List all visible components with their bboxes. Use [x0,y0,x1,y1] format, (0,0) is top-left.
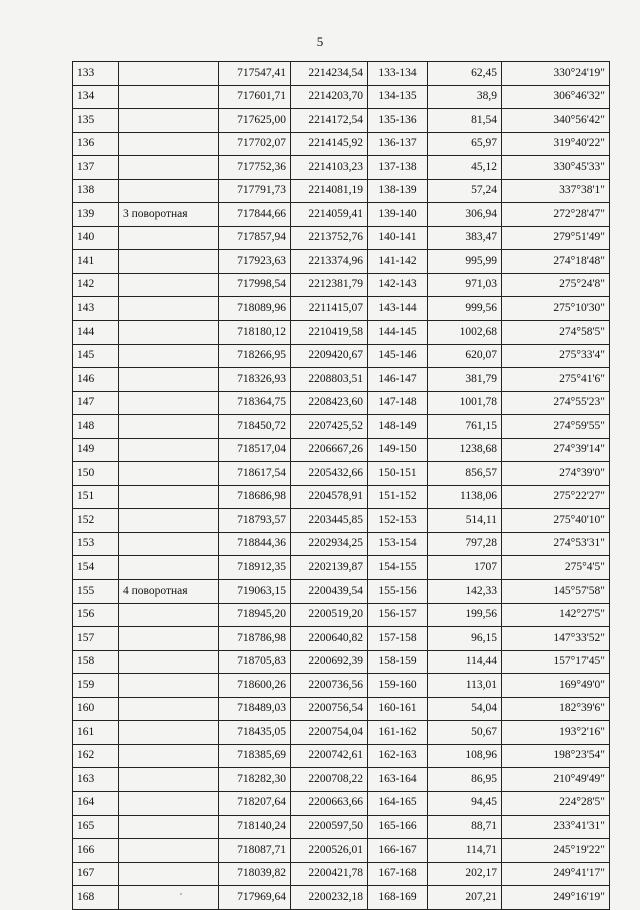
coordinate-y-cell: 2214103,23 [291,156,368,180]
direction-angle-cell: 274°55'23" [502,391,610,415]
segment-id-cell: 160-161 [368,697,428,721]
coordinate-x-cell: 718087,71 [219,839,291,863]
segment-length-cell: 57,24 [428,179,502,203]
coordinate-x-cell: 718945,20 [219,603,291,627]
table-row [73,768,610,792]
table-row [73,85,610,109]
direction-angle-cell: 145°57'58" [502,580,610,604]
coordinate-y-cell: 2205432,66 [291,462,368,486]
coordinate-x-cell: 718435,05 [219,721,291,745]
segment-id-cell: 144-145 [368,321,428,345]
direction-angle-cell: 169°49'0" [502,674,610,698]
coordinate-x-cell: 718089,96 [219,297,291,321]
table-row [73,721,610,745]
direction-angle-cell: 249°16'19" [502,886,610,910]
coordinate-x-cell: 717752,36 [219,156,291,180]
table-row [73,674,610,698]
table-row [73,697,610,721]
segment-id-cell: 164-165 [368,791,428,815]
segment-length-cell: 108,96 [428,744,502,768]
table-row [73,556,610,580]
point-name-cell [119,509,219,533]
point-number-cell: 163 [73,768,119,792]
table-row [73,156,610,180]
point-number-cell: 143 [73,297,119,321]
table-row [73,627,610,651]
point-number-cell: 160 [73,697,119,721]
segment-id-cell: 151-152 [368,485,428,509]
point-name-cell [119,344,219,368]
point-number-cell: 166 [73,839,119,863]
point-name-cell [119,674,219,698]
segment-length-cell: 94,45 [428,791,502,815]
segment-length-cell: 1138,06 [428,485,502,509]
table-row [73,250,610,274]
direction-angle-cell: 182°39'6" [502,697,610,721]
point-name-cell [119,532,219,556]
coordinate-x-cell: 718180,12 [219,321,291,345]
point-number-cell: 155 [73,580,119,604]
table-row [73,62,610,86]
point-name-cell [119,485,219,509]
point-number-cell: 149 [73,438,119,462]
coordinate-x-cell: 718786,98 [219,627,291,651]
direction-angle-cell: 210°49'49" [502,768,610,792]
segment-length-cell: 971,03 [428,273,502,297]
point-name-cell [119,226,219,250]
point-number-cell: 141 [73,250,119,274]
segment-id-cell: 135-136 [368,109,428,133]
point-name-cell: 3 поворотная [119,203,219,227]
coordinate-x-cell: 717702,07 [219,132,291,156]
segment-length-cell: 514,11 [428,509,502,533]
coordinate-x-cell: 717857,94 [219,226,291,250]
point-name-cell [119,62,219,86]
segment-id-cell: 152-153 [368,509,428,533]
point-name-cell [119,462,219,486]
segment-id-cell: 146-147 [368,368,428,392]
point-name-cell [119,721,219,745]
direction-angle-cell: 275°4'5" [502,556,610,580]
segment-id-cell: 167-168 [368,862,428,886]
table-row [73,509,610,533]
point-number-cell: 162 [73,744,119,768]
segment-id-cell: 157-158 [368,627,428,651]
point-number-cell: 161 [73,721,119,745]
coordinate-y-cell: 2208803,51 [291,368,368,392]
table-row [73,391,610,415]
segment-id-cell: 140-141 [368,226,428,250]
segment-id-cell: 142-143 [368,273,428,297]
table-row [73,321,610,345]
coordinate-x-cell: 718282,30 [219,768,291,792]
point-number-cell: 142 [73,273,119,297]
point-name-cell [119,250,219,274]
segment-length-cell: 54,04 [428,697,502,721]
direction-angle-cell: 233°41'31" [502,815,610,839]
coordinate-y-cell: 2200663,66 [291,791,368,815]
segment-length-cell: 65,97 [428,132,502,156]
segment-id-cell: 150-151 [368,462,428,486]
table-row [73,485,610,509]
direction-angle-cell: 193°2'16" [502,721,610,745]
point-name-cell: 4 поворотная [119,580,219,604]
point-name-cell [119,862,219,886]
segment-length-cell: 1001,78 [428,391,502,415]
point-number-cell: 154 [73,556,119,580]
coordinate-y-cell: 2202139,87 [291,556,368,580]
segment-id-cell: 149-150 [368,438,428,462]
coordinate-x-cell: 718489,03 [219,697,291,721]
coordinate-x-cell: 717998,54 [219,273,291,297]
point-number-cell: 138 [73,179,119,203]
coordinate-y-cell: 2214145,92 [291,132,368,156]
point-name-cell [119,297,219,321]
segment-id-cell: 138-139 [368,179,428,203]
direction-angle-cell: 249°41'17" [502,862,610,886]
segment-id-cell: 147-148 [368,391,428,415]
segment-id-cell: 148-149 [368,415,428,439]
segment-id-cell: 153-154 [368,532,428,556]
segment-id-cell: 154-155 [368,556,428,580]
scan-artifact [180,893,182,895]
point-number-cell: 146 [73,368,119,392]
point-name-cell [119,556,219,580]
coordinate-y-cell: 2214203,70 [291,85,368,109]
point-number-cell: 148 [73,415,119,439]
point-number-cell: 152 [73,509,119,533]
point-name-cell [119,650,219,674]
point-number-cell: 153 [73,532,119,556]
point-name-cell [119,627,219,651]
point-name-cell [119,839,219,863]
segment-length-cell: 88,71 [428,815,502,839]
point-number-cell: 164 [73,791,119,815]
coordinate-x-cell: 718793,57 [219,509,291,533]
table-row [73,273,610,297]
point-name-cell [119,391,219,415]
table-row [73,344,610,368]
table-row [73,438,610,462]
point-number-cell: 137 [73,156,119,180]
segment-length-cell: 995,99 [428,250,502,274]
table-row [73,179,610,203]
point-name-cell [119,791,219,815]
segment-length-cell: 797,28 [428,532,502,556]
coordinate-x-cell: 718450,72 [219,415,291,439]
coordinate-x-cell: 717625,00 [219,109,291,133]
point-name-cell [119,886,219,910]
coordinate-y-cell: 2214234,54 [291,62,368,86]
table-row [73,791,610,815]
segment-length-cell: 856,57 [428,462,502,486]
coordinate-x-cell: 717601,71 [219,85,291,109]
point-name-cell [119,415,219,439]
table-row [73,203,610,227]
direction-angle-cell: 275°24'8" [502,273,610,297]
point-name-cell [119,744,219,768]
coordinate-x-cell: 717547,41 [219,62,291,86]
point-number-cell: 156 [73,603,119,627]
segment-length-cell: 207,21 [428,886,502,910]
point-number-cell: 151 [73,485,119,509]
segment-length-cell: 62,45 [428,62,502,86]
coordinate-y-cell: 2200526,01 [291,839,368,863]
point-name-cell [119,156,219,180]
coordinate-y-cell: 2212381,79 [291,273,368,297]
segment-id-cell: 141-142 [368,250,428,274]
segment-length-cell: 199,56 [428,603,502,627]
segment-id-cell: 156-157 [368,603,428,627]
coordinate-x-cell: 717923,63 [219,250,291,274]
coordinate-y-cell: 2210419,58 [291,321,368,345]
table-row [73,839,610,863]
segment-id-cell: 165-166 [368,815,428,839]
direction-angle-cell: 274°58'5" [502,321,610,345]
coordinate-y-cell: 2203445,85 [291,509,368,533]
direction-angle-cell: 330°24'19" [502,62,610,86]
segment-id-cell: 158-159 [368,650,428,674]
segment-length-cell: 761,15 [428,415,502,439]
point-number-cell: 150 [73,462,119,486]
direction-angle-cell: 142°27'5" [502,603,610,627]
coordinate-x-cell: 718600,26 [219,674,291,698]
table-row [73,226,610,250]
coordinate-x-cell: 718705,83 [219,650,291,674]
segment-length-cell: 113,01 [428,674,502,698]
point-name-cell [119,109,219,133]
segment-id-cell: 155-156 [368,580,428,604]
direction-angle-cell: 272°28'47" [502,203,610,227]
coordinate-y-cell: 2211415,07 [291,297,368,321]
direction-angle-cell: 306°46'32" [502,85,610,109]
direction-angle-cell: 275°41'6" [502,368,610,392]
coordinate-x-cell: 717844,66 [219,203,291,227]
point-name-cell [119,85,219,109]
coordinate-x-cell: 717791,73 [219,179,291,203]
coordinate-x-cell: 718039,82 [219,862,291,886]
segment-length-cell: 306,94 [428,203,502,227]
point-name-cell [119,768,219,792]
point-name-cell [119,438,219,462]
coordinate-y-cell: 2202934,25 [291,532,368,556]
direction-angle-cell: 319°40'22" [502,132,610,156]
segment-length-cell: 383,47 [428,226,502,250]
segment-length-cell: 96,15 [428,627,502,651]
point-number-cell: 159 [73,674,119,698]
segment-id-cell: 133-134 [368,62,428,86]
point-number-cell: 157 [73,627,119,651]
coordinate-y-cell: 2208423,60 [291,391,368,415]
table-row [73,109,610,133]
coordinates-table [72,61,610,910]
point-number-cell: 145 [73,344,119,368]
direction-angle-cell: 274°39'0" [502,462,610,486]
point-name-cell [119,321,219,345]
table-row [73,650,610,674]
segment-length-cell: 114,44 [428,650,502,674]
point-number-cell: 168 [73,886,119,910]
direction-angle-cell: 245°19'22" [502,839,610,863]
segment-id-cell: 136-137 [368,132,428,156]
segment-length-cell: 1707 [428,556,502,580]
direction-angle-cell: 275°40'10" [502,509,610,533]
coordinate-x-cell: 718326,93 [219,368,291,392]
direction-angle-cell: 337°38'1" [502,179,610,203]
point-name-cell [119,697,219,721]
direction-angle-cell: 275°22'27" [502,485,610,509]
segment-length-cell: 381,79 [428,368,502,392]
table-row [73,603,610,627]
point-number-cell: 158 [73,650,119,674]
segment-length-cell: 1002,68 [428,321,502,345]
table-row [73,532,610,556]
point-name-cell [119,273,219,297]
point-number-cell: 147 [73,391,119,415]
segment-length-cell: 202,17 [428,862,502,886]
table-row [73,297,610,321]
segment-id-cell: 163-164 [368,768,428,792]
point-name-cell [119,815,219,839]
segment-id-cell: 168-169 [368,886,428,910]
coordinate-y-cell: 2204578,91 [291,485,368,509]
coordinate-y-cell: 2200736,56 [291,674,368,698]
coordinate-y-cell: 2207425,52 [291,415,368,439]
point-name-cell [119,368,219,392]
table-row [73,815,610,839]
segment-id-cell: 161-162 [368,721,428,745]
table-row [73,462,610,486]
point-number-cell: 135 [73,109,119,133]
table-row [73,415,610,439]
segment-length-cell: 86,95 [428,768,502,792]
segment-length-cell: 45,12 [428,156,502,180]
coordinate-y-cell: 2214081,19 [291,179,368,203]
direction-angle-cell: 147°33'52" [502,627,610,651]
coordinate-y-cell: 2200754,04 [291,721,368,745]
direction-angle-cell: 274°59'55" [502,415,610,439]
segment-id-cell: 162-163 [368,744,428,768]
direction-angle-cell: 274°53'31" [502,532,610,556]
segment-length-cell: 81,54 [428,109,502,133]
direction-angle-cell: 330°45'33" [502,156,610,180]
point-number-cell: 136 [73,132,119,156]
coordinate-y-cell: 2200232,18 [291,886,368,910]
point-number-cell: 165 [73,815,119,839]
coordinate-x-cell: 718385,69 [219,744,291,768]
coordinate-y-cell: 2200708,22 [291,768,368,792]
segment-length-cell: 142,33 [428,580,502,604]
coordinate-y-cell: 2200742,61 [291,744,368,768]
segment-id-cell: 159-160 [368,674,428,698]
coordinate-y-cell: 2213374,96 [291,250,368,274]
coordinate-y-cell: 2200692,39 [291,650,368,674]
point-name-cell [119,179,219,203]
table-row [73,862,610,886]
coordinate-y-cell: 2200519,20 [291,603,368,627]
coordinate-y-cell: 2213752,76 [291,226,368,250]
coordinate-x-cell: 718617,54 [219,462,291,486]
segment-length-cell: 620,07 [428,344,502,368]
table-row [73,744,610,768]
coordinate-y-cell: 2200439,54 [291,580,368,604]
coordinate-x-cell: 718686,98 [219,485,291,509]
coordinate-y-cell: 2214059,41 [291,203,368,227]
segment-length-cell: 1238,68 [428,438,502,462]
point-name-cell [119,603,219,627]
table-row [73,368,610,392]
table-row [73,886,610,910]
coordinate-x-cell: 718207,64 [219,791,291,815]
coordinate-y-cell: 2209420,67 [291,344,368,368]
coordinate-x-cell: 718912,35 [219,556,291,580]
coordinate-y-cell: 2200640,82 [291,627,368,651]
coordinate-x-cell: 717969,64 [219,886,291,910]
point-number-cell: 139 [73,203,119,227]
point-number-cell: 134 [73,85,119,109]
direction-angle-cell: 279°51'49" [502,226,610,250]
point-number-cell: 140 [73,226,119,250]
point-number-cell: 133 [73,62,119,86]
direction-angle-cell: 198°23'54" [502,744,610,768]
table-row [73,132,610,156]
coordinate-y-cell: 2200421,78 [291,862,368,886]
point-name-cell [119,132,219,156]
segment-length-cell: 38,9 [428,85,502,109]
coordinate-y-cell: 2200756,54 [291,697,368,721]
page-number: 5 [316,34,324,49]
coordinate-x-cell: 718140,24 [219,815,291,839]
segment-length-cell: 999,56 [428,297,502,321]
segment-length-cell: 114,71 [428,839,502,863]
segment-id-cell: 145-146 [368,344,428,368]
coordinate-x-cell: 718364,75 [219,391,291,415]
segment-id-cell: 143-144 [368,297,428,321]
direction-angle-cell: 157°17'45" [502,650,610,674]
point-number-cell: 144 [73,321,119,345]
segment-id-cell: 137-138 [368,156,428,180]
coordinate-y-cell: 2206667,26 [291,438,368,462]
segment-id-cell: 166-167 [368,839,428,863]
direction-angle-cell: 274°18'48" [502,250,610,274]
coordinate-y-cell: 2214172,54 [291,109,368,133]
direction-angle-cell: 275°33'4" [502,344,610,368]
coordinate-x-cell: 719063,15 [219,580,291,604]
direction-angle-cell: 275°10'30" [502,297,610,321]
direction-angle-cell: 340°56'42" [502,109,610,133]
segment-length-cell: 50,67 [428,721,502,745]
coordinate-x-cell: 718844,36 [219,532,291,556]
table-row [73,580,610,604]
direction-angle-cell: 274°39'14" [502,438,610,462]
direction-angle-cell: 224°28'5" [502,791,610,815]
coordinate-x-cell: 718266,95 [219,344,291,368]
coordinate-y-cell: 2200597,50 [291,815,368,839]
point-number-cell: 167 [73,862,119,886]
segment-id-cell: 134-135 [368,85,428,109]
coordinate-x-cell: 718517,04 [219,438,291,462]
segment-id-cell: 139-140 [368,203,428,227]
